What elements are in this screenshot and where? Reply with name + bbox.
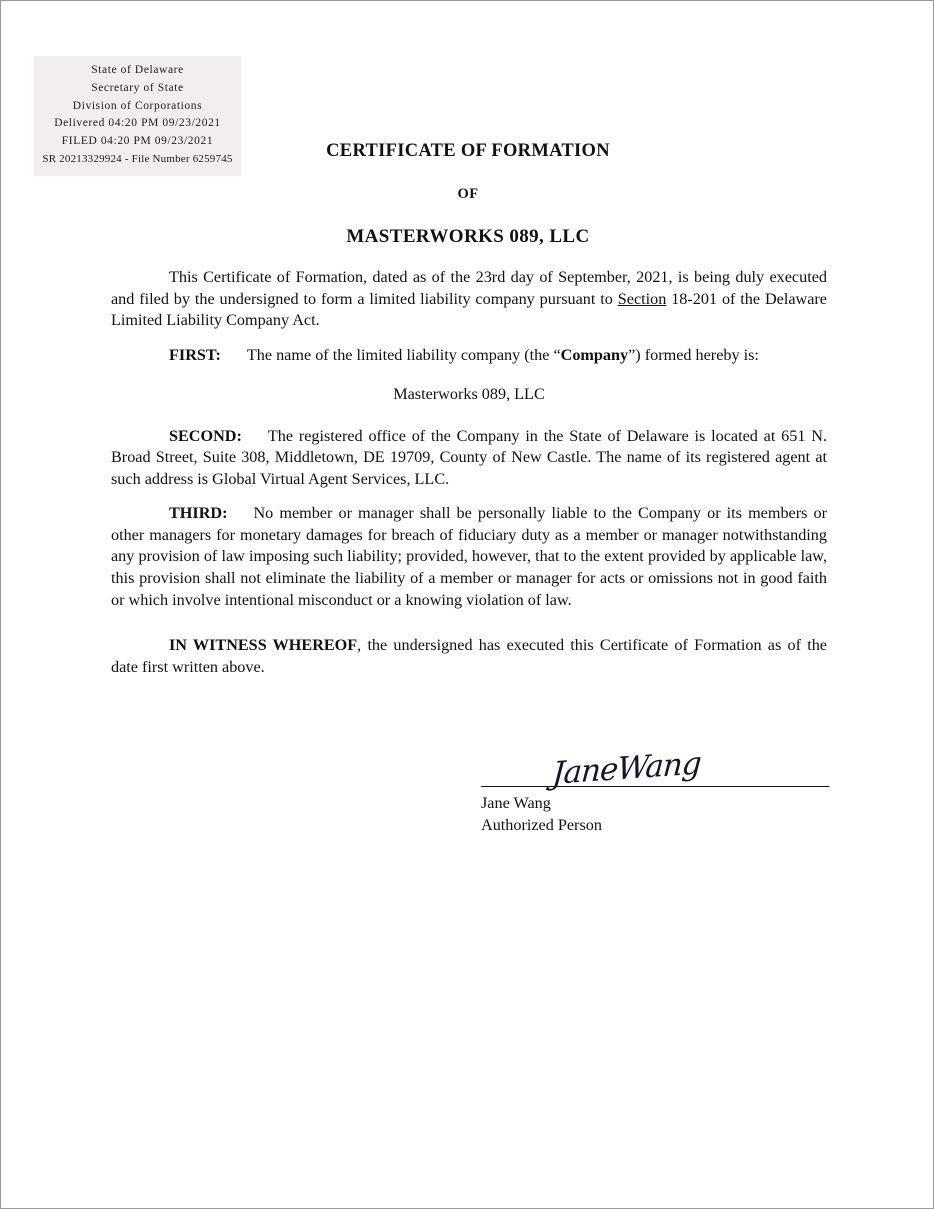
signature-line: [481, 786, 829, 787]
witness-text: , the undersigned has executed this Certificate of Formation as of the date first written above.: [111, 636, 827, 676]
paragraph-third: [111, 503, 827, 611]
first-text-b: ”) formed hereby is:: [628, 345, 759, 364]
second-text: The registered office of the Company in the State of Delaware is located at 651 N. Broad Street, Suite 308, Middletown, DE 19709, County of New Castle. The name of its registered agent at such address is Global Virtual Agent Services, LLC.: [111, 426, 827, 488]
intro-text-part1: This Certificate of Formation, dated as of the 23rd day of September, 2021, is being duly executed and filed by the undersigned to form a limited liability company pursuant to: [111, 268, 827, 308]
document-body: [111, 267, 827, 691]
paragraph-intro: [111, 267, 827, 332]
paragraph-second: [111, 426, 827, 491]
third-text: No member or manager shall be personally liable to the Company or its members or other managers for monetary damages for breach of fiduciary duty as a member or manager notwithstanding any provision of law imposing such liability; provided, however, that to the extent provided by applicable law, this provision shall not eliminate the liability of a member or manager for acts or omissions not in good faith or which involve intentional misconduct or a knowing violation of law.: [111, 504, 827, 609]
stamp-line-delivered: Delivered 04:20 PM 09/23/2021: [54, 117, 221, 130]
stamp-line-filed: FILED 04:20 PM 09/23/2021: [61, 135, 214, 148]
signer-role: Authorized Person: [481, 815, 602, 834]
section-link: Section: [617, 289, 667, 308]
first-text-a: The name of the limited liability company (the “: [246, 345, 561, 364]
stamp-line-sr-filenumber: SR 20213329924 - File Number 6259745: [42, 153, 233, 166]
stamp-line-state: State of Delaware: [91, 64, 184, 76]
signature-block: [481, 745, 831, 837]
paragraph-witness: [111, 635, 827, 678]
third-label: THIRD:: [169, 504, 228, 523]
witness-label: IN WITNESS WHEREOF: [169, 636, 358, 655]
stamp-line-secretary: Secretary of State: [91, 81, 184, 94]
page-title: [1, 141, 934, 162]
title-of-word: OF: [457, 186, 479, 202]
signature-mark: JaneWang: [551, 745, 702, 792]
company-name-line: Masterworks 089, LLC: [393, 385, 545, 404]
intro-text-part2: 18-201 of the Delaware Limited Liability Company Act.: [111, 289, 827, 330]
company-title: MASTERWORKS 089, LLC: [346, 226, 590, 247]
first-label: FIRST:: [169, 345, 221, 364]
signer-name: Jane Wang: [481, 794, 551, 812]
company-defined-term: Company: [560, 345, 629, 364]
page-title-text: CERTIFICATE OF FORMATION: [326, 141, 610, 161]
stamp-line-division: Division of Corporations: [72, 99, 203, 112]
second-label: SECOND:: [169, 426, 242, 445]
paragraph-first: [111, 345, 827, 367]
